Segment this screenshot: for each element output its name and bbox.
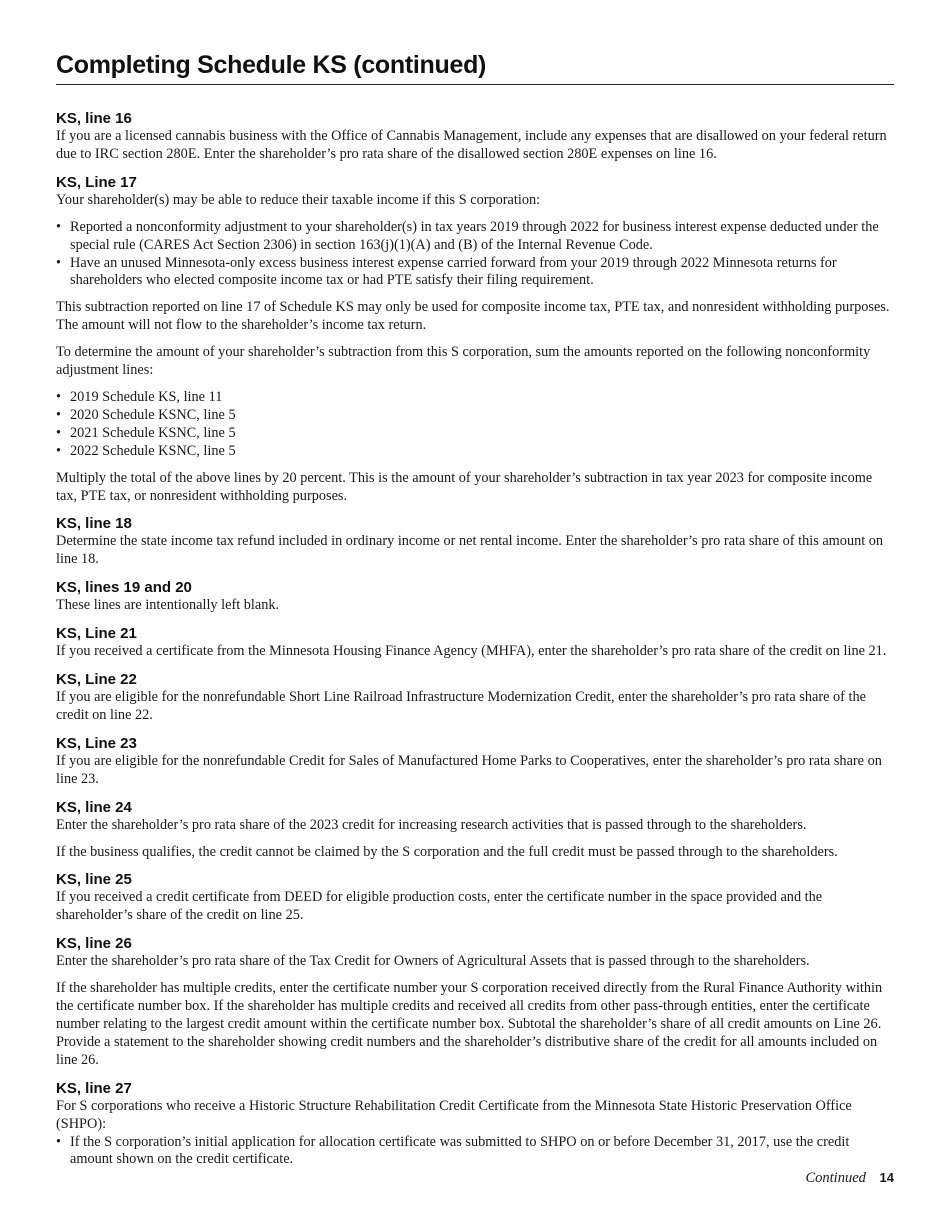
section-line-22: [56, 670, 894, 725]
paragraph: To determine the amount of your shareholder’s subtraction from this S corporation, sum the amounts reported on the following nonconformity adjustment lines:: [56, 344, 871, 379]
paragraph: This subtraction reported on line 17 of Schedule KS may only be used for composite income tax, PTE tax, and nonresident withholding purposes. The amount will not flow to the shareholder’s income tax return.: [56, 299, 890, 334]
paragraph: If you received a certificate from the Minnesota Housing Finance Agency (MHFA), enter the shareholder’s pro rata share of the credit on line 21.: [56, 643, 887, 660]
section-line-18: [56, 514, 894, 569]
paragraph: If the business qualifies, the credit cannot be claimed by the S corporation and the full credit must be passed through to the shareholders.: [56, 843, 838, 860]
paragraph: If the shareholder has multiple credits, enter the certificate number your S corporation received directly from the Rural Finance Authority within the certificate number box. If the shareholder has multiple credits and received all credits from other pass-through entities, enter the certificate number relating to the largest credit amount within the certificate number box. Subtotal the shareholder’s share of all credit amounts on Line 26. Provide a statement to the shareholder showing credit numbers and the shareholder’s distributive share of the credit for all amounts included on line 26.: [56, 980, 883, 1068]
bullet-list: [56, 389, 894, 461]
section-line-27: [56, 1079, 894, 1170]
paragraph: If you are eligible for the nonrefundable Short Line Railroad Infrastructure Modernization Credit, enter the shareholder’s pro rata share of the credit on line 22.: [56, 689, 866, 723]
paragraph: Your shareholder(s) may be able to reduce their taxable income if this S corporation:: [56, 191, 541, 208]
paragraph: Enter the shareholder’s pro rata share of the Tax Credit for Owners of Agricultural Assets that is passed through to the shareholders.: [56, 953, 810, 970]
section-line-23: [56, 734, 894, 789]
section-heading: KS, line 24: [56, 798, 132, 816]
section-heading: KS, line 26: [56, 935, 132, 953]
paragraph: If you received a credit certificate from DEED for eligible production costs, enter the certificate number in the space provided and the shareholder’s share of the credit on line 25.: [56, 889, 823, 924]
section-line-24: [56, 798, 894, 862]
section-line-21: [56, 624, 894, 661]
sections-container: [56, 109, 894, 1169]
section-heading: KS, Line 23: [56, 734, 137, 752]
bullet-list: [56, 1134, 894, 1170]
document-page: [56, 48, 894, 1178]
section-line-25: [56, 870, 894, 925]
paragraph: If you are a licensed cannabis business with the Office of Cannabis Management, include any expenses that are disallowed on your federal return due to IRC section 280E. Enter the shareholder’s pro rata share of the disallowed section 280E expenses on line 16.: [56, 128, 887, 162]
paragraph: These lines are intentionally left blank.: [56, 597, 280, 614]
page-number: 14: [879, 1170, 894, 1185]
bullet-item: • Reported a nonconformity adjustment to your shareholder(s) in tax years 2019 through 2022 for business interest expense deducted under the special rule (CARES Act Section 2306) in section 163(j)(1)(A) and (B) of the Internal Revenue Code.: [56, 219, 894, 255]
paragraph: For S corporations who receive a Historic Structure Rehabilitation Credit Certificate from the Minnesota State Historic Preservation Office (SHPO):: [56, 1097, 852, 1132]
bullet-list: [56, 219, 894, 291]
section-heading: KS, Line 21: [56, 625, 137, 643]
paragraph: Multiply the total of the above lines by 20 percent. This is the amount of your shareholder’s subtraction in tax year 2023 for composite income tax, PTE tax, or nonresident withholding purposes.: [56, 469, 873, 504]
bullet-item: • 2021 Schedule KSNC, line 5: [56, 425, 894, 443]
paragraph: If you are eligible for the nonrefundable Credit for Sales of Manufactured Home Parks to Cooperatives, enter the shareholder’s pro rata share on line 23.: [56, 752, 882, 787]
section-heading: KS, line 18: [56, 515, 132, 533]
paragraph: Enter the shareholder’s pro rata share of the 2023 credit for increasing research activities that is passed through to the shareholders.: [56, 816, 807, 833]
section-heading: KS, lines 19 and 20: [56, 579, 192, 597]
bullet-item: • 2022 Schedule KSNC, line 5: [56, 443, 894, 461]
section-lines-19-20: [56, 578, 894, 615]
bullet-item: • 2020 Schedule KSNC, line 5: [56, 407, 894, 425]
section-heading: KS, line 16: [56, 110, 132, 127]
continued-label: Continued: [805, 1170, 866, 1186]
bullet-item: • Have an unused Minnesota-only excess business interest expense carried forward from your 2019 through 2022 Minnesota returns for shareholders who elected composite income tax or had PTE satisfy their filing requirement.: [56, 255, 894, 291]
section-line-26: [56, 934, 894, 1069]
bullet-item: • If the S corporation’s initial application for allocation certificate was submitted to SHPO on or before December 31, 2017, use the credit amount shown on the credit certificate.: [56, 1134, 894, 1170]
page-footer: [805, 1170, 894, 1187]
section-heading: KS, line 27: [56, 1079, 132, 1097]
section-heading: KS, Line 22: [56, 671, 137, 689]
section-heading: KS, Line 17: [56, 173, 137, 191]
paragraph: Determine the state income tax refund included in ordinary income or net rental income. Enter the shareholder’s pro rata share of this amount on line 18.: [56, 533, 884, 568]
section-line-17: [56, 173, 894, 506]
section-line-16: [56, 109, 894, 164]
page-title: Completing Schedule KS (continued): [56, 48, 894, 85]
section-heading: KS, line 25: [56, 871, 132, 889]
bullet-item: • 2019 Schedule KS, line 11: [56, 389, 894, 407]
